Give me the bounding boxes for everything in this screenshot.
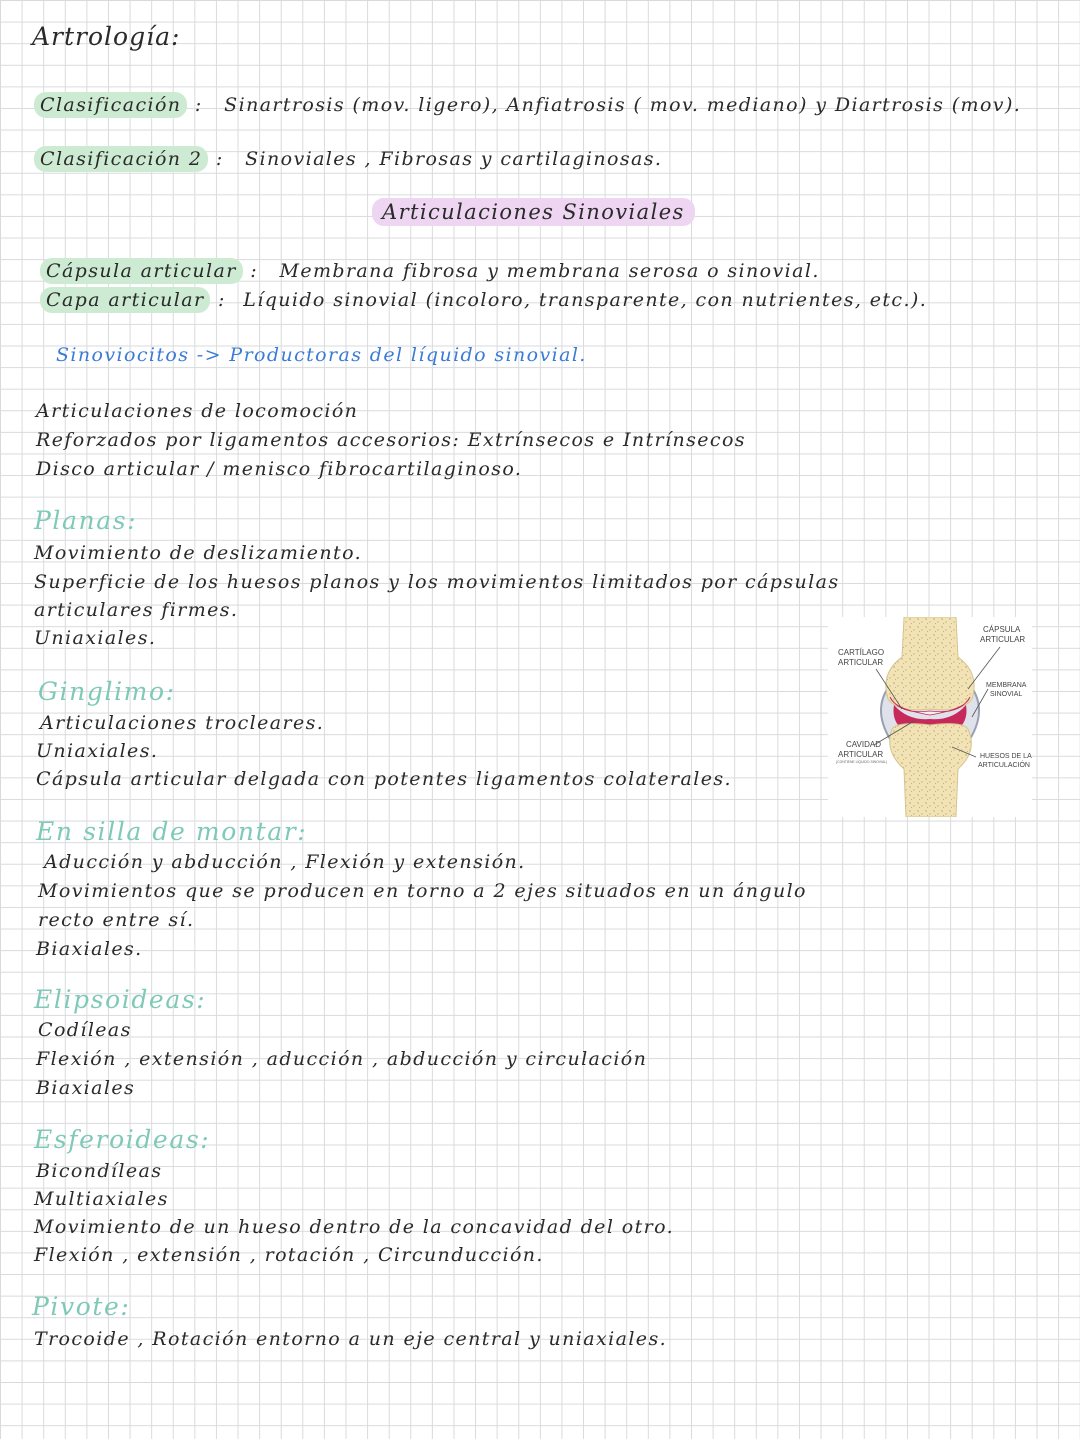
label-membrana-2: SINOVIAL — [990, 691, 1023, 698]
planas-line-2: Superficie de los huesos planos y los movimientos limitados por cápsulas — [34, 571, 840, 593]
capsula-line — [40, 260, 820, 282]
label-cartilago-2: ARTICULAR — [838, 658, 884, 667]
elipsoideas-line-3: Biaxiales — [36, 1077, 136, 1099]
esferoideas-title: Esferoideas: — [34, 1125, 211, 1154]
label-capsula-1: CÁPSULA — [983, 625, 1021, 634]
capa-label: Capa articular — [40, 287, 210, 313]
section-title-line — [372, 200, 695, 224]
capsula-label: Cápsula articular — [40, 258, 243, 284]
silla-line-1: Aducción y abducción , Flexión y extensión. — [44, 851, 526, 873]
clasificacion-line — [34, 94, 1021, 116]
clasificacion-text: Sinartrosis (mov. ligero), Anfiatrosis ( mov. mediano) y Diartrosis (mov). — [224, 94, 1022, 116]
capsula-sep: : — [250, 260, 259, 282]
esferoideas-line-1: Bicondíleas — [36, 1160, 163, 1182]
planas-line-1: Movimiento de deslizamiento. — [34, 542, 363, 564]
ginglimo-line-2: Uniaxiales. — [36, 740, 159, 762]
ginglimo-title: Ginglimo: — [38, 677, 176, 706]
silla-line-4: Biaxiales. — [36, 938, 143, 960]
section-title: Articulaciones Sinoviales — [372, 198, 695, 226]
label-membrana-1: MEMBRANA — [986, 682, 1027, 689]
elipsoideas-line-1: Codíleas — [38, 1019, 132, 1041]
locomocion-line-3: Disco articular / menisco fibrocartilaginoso. — [36, 458, 523, 480]
planas-line-4: Uniaxiales. — [34, 627, 157, 649]
ginglimo-line-1: Articulaciones trocleares. — [40, 712, 325, 734]
label-cavidad-3: (CONTIENE LÍQUIDO SINOVIAL) — [836, 760, 888, 764]
esferoideas-line-4: Flexión , extensión , rotación , Circunducción. — [34, 1244, 544, 1266]
sinoviocitos-note: Sinoviocitos -> Productoras del líquido sinovial. — [56, 344, 587, 366]
clasificacion2-text: Sinoviales , Fibrosas y cartilaginosas. — [245, 148, 663, 170]
synovial-joint-diagram — [828, 617, 1032, 817]
label-capsula-2: ARTICULAR — [980, 635, 1026, 644]
clasificacion-sep: : — [194, 94, 203, 116]
capa-sep: : — [217, 289, 226, 311]
label-cartilago-1: CARTÍLAGO — [838, 648, 885, 657]
pivote-line-1: Trocoide , Rotación entorno a un eje central y uniaxiales. — [34, 1328, 668, 1350]
joint-illustration — [828, 617, 1032, 817]
ginglimo-line-3: Cápsula articular delgada con potentes ligamentos colaterales. — [36, 768, 732, 790]
silla-line-2: Movimientos que se producen en torno a 2 ejes situados en un ángulo — [38, 880, 807, 902]
label-huesos-1: HUESOS DE LA — [980, 753, 1032, 760]
planas-line-3: articulares firmes. — [34, 599, 239, 621]
upper-bone — [886, 617, 974, 710]
clasificacion-label: Clasificación — [34, 92, 187, 118]
silla-title: En silla de montar: — [36, 817, 308, 846]
clasificacion2-sep: : — [215, 148, 224, 170]
pivote-title: Pivote: — [32, 1292, 131, 1321]
elipsoideas-title: Elipsoideas: — [34, 985, 207, 1014]
esferoideas-line-3: Movimiento de un hueso dentro de la concavidad del otro. — [34, 1216, 675, 1238]
clasificacion2-label: Clasificación 2 — [34, 146, 208, 172]
capsula-text: Membrana fibrosa y membrana serosa o sinovial. — [279, 260, 820, 282]
clasificacion2-line — [34, 148, 662, 170]
page-title: Artrología: — [32, 22, 181, 51]
esferoideas-line-2: Multiaxiales — [34, 1188, 169, 1210]
elipsoideas-line-2: Flexión , extensión , aducción , abducción y circulación — [36, 1048, 648, 1070]
locomocion-line-1: Articulaciones de locomoción — [36, 400, 359, 422]
label-cavidad-2: ARTICULAR — [838, 750, 884, 759]
planas-title: Planas: — [34, 506, 138, 535]
capa-text: Líquido sinovial (incoloro, transparente, con nutrientes, etc.). — [243, 289, 928, 311]
capa-line — [40, 289, 927, 311]
label-huesos-2: ARTICULACIÓN — [978, 762, 1030, 769]
locomocion-line-2: Reforzados por ligamentos accesorios: Extrínsecos e Intrínsecos — [36, 429, 746, 451]
silla-line-3: recto entre sí. — [38, 909, 195, 931]
lower-bone — [890, 724, 972, 817]
label-cavidad-1: CAVIDAD — [846, 740, 881, 749]
